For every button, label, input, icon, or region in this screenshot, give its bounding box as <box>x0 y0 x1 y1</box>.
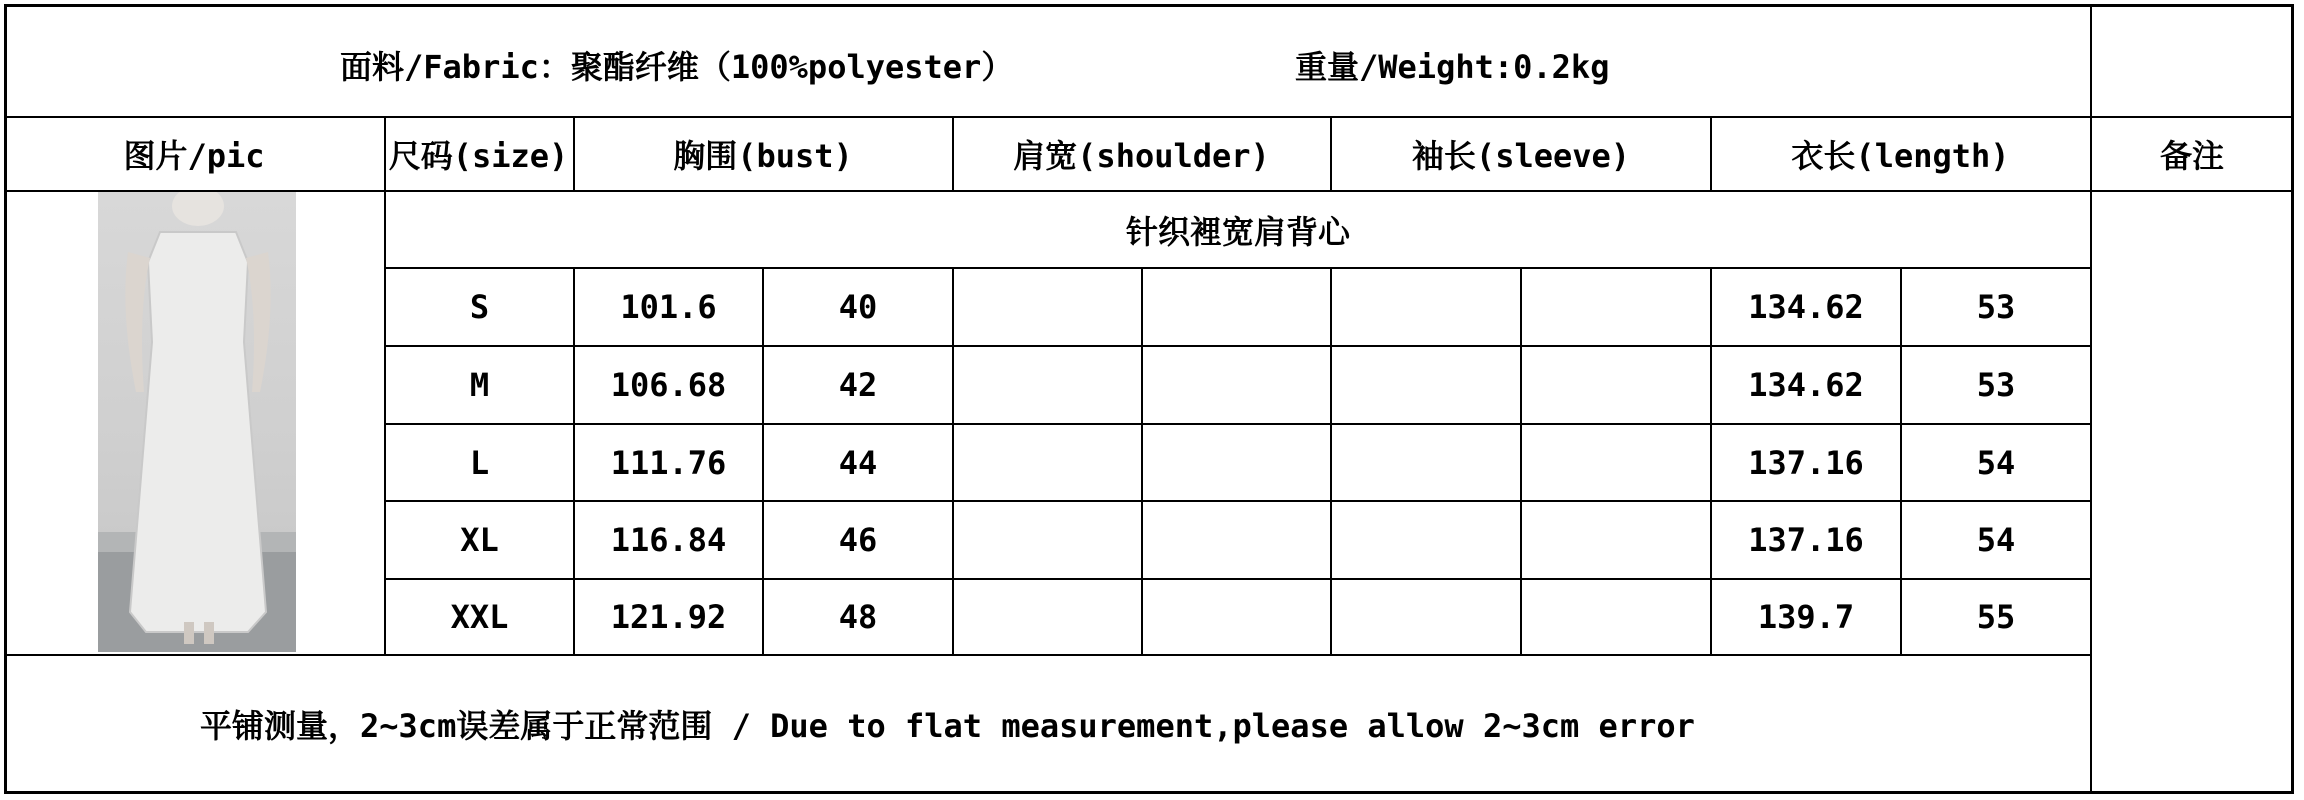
column-header-sleeve: 袖长(sleeve) <box>1411 137 1631 175</box>
bust-cm-cell: 101.6 <box>620 288 717 326</box>
length-cm-cell: 137.16 <box>1748 443 1864 482</box>
dress-on-mannequin-photo <box>98 192 296 652</box>
fabric-label: 面料/Fabric：聚酯纤维（100%polyester） <box>340 48 1014 86</box>
length-in-cell: 55 <box>1976 598 2016 636</box>
bust-in-cell: 46 <box>838 521 878 559</box>
column-header-shoulder: 肩宽(shoulder) <box>1013 137 1270 175</box>
bust-cm-cell: 106.68 <box>610 366 727 404</box>
length-cm-cell: 139.7 <box>1757 598 1855 636</box>
column-header-remarks: 备注 <box>2159 137 2224 175</box>
col-divider <box>1330 267 1332 655</box>
length-in-cell: 53 <box>1976 366 2016 404</box>
bust-cm-cell: 111.76 <box>610 443 727 482</box>
product-name: 针织裡宽肩背心 <box>1125 212 1350 251</box>
dress-icon <box>98 192 296 652</box>
size-cell: L <box>469 443 490 482</box>
col-divider <box>1141 267 1143 655</box>
size-cell: M <box>469 366 490 404</box>
bust-in-cell: 42 <box>838 366 878 404</box>
col-divider <box>1520 267 1522 655</box>
size-cell: XL <box>460 521 499 559</box>
bust-in-cell: 48 <box>838 598 878 636</box>
length-in-cell: 54 <box>1976 521 2016 559</box>
bust-in-cell: 44 <box>838 443 878 482</box>
length-in-cell: 53 <box>1976 288 2016 326</box>
bust-cm-cell: 121.92 <box>610 598 727 636</box>
column-header-bust: 胸围(bust) <box>673 137 853 175</box>
column-header-length: 衣长(length) <box>1791 137 2010 175</box>
bust-in-cell: 40 <box>838 288 878 326</box>
size-cell: S <box>469 288 490 326</box>
column-header-pic: 图片/pic <box>123 137 265 175</box>
bust-cm-cell: 116.84 <box>610 521 727 559</box>
length-cm-cell: 134.62 <box>1748 288 1864 326</box>
col-divider <box>952 267 954 655</box>
length-in-cell: 54 <box>1976 443 2016 482</box>
measurement-note: 平铺测量，2~3cm误差属于正常范围 / Due to flat measurement,please allow 2~3cm error <box>200 707 1695 745</box>
weight-label: 重量/Weight:0.2kg <box>1295 48 1610 86</box>
column-header-size: 尺码(size) <box>388 137 569 175</box>
length-cm-cell: 134.62 <box>1748 366 1864 404</box>
length-cm-cell: 137.16 <box>1748 521 1864 559</box>
size-cell: XXL <box>450 598 509 636</box>
